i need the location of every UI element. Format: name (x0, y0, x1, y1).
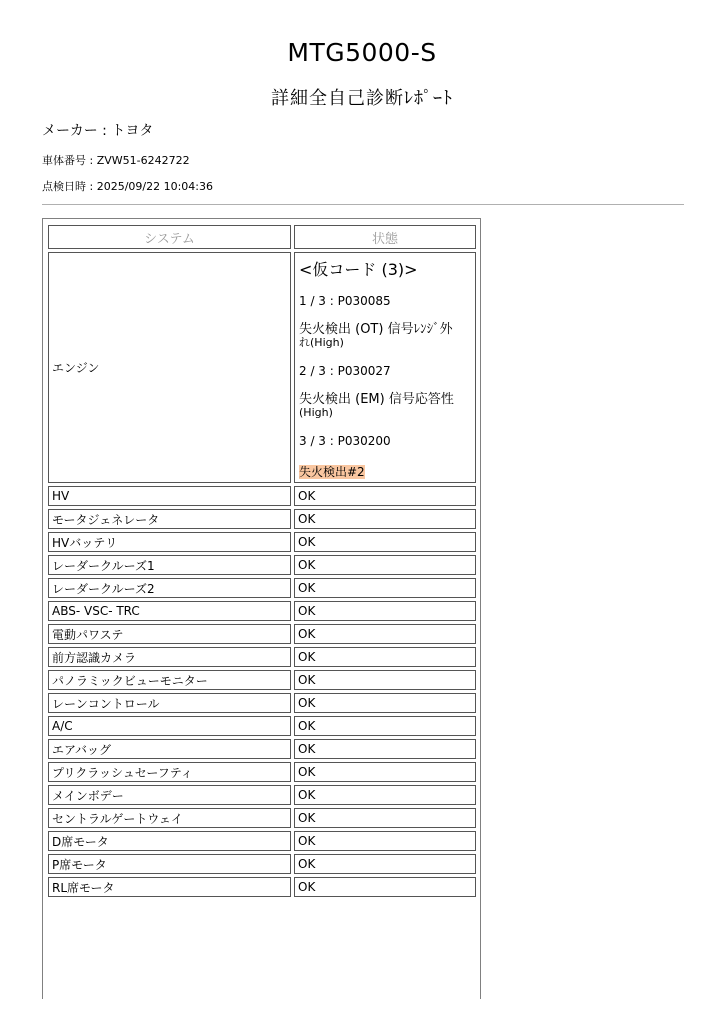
table-header-row (48, 225, 476, 249)
system-name: レーダークルーズ2 (48, 578, 291, 598)
system-status: OK (294, 601, 476, 621)
pending-code-header: <仮コード (3)> (299, 260, 418, 279)
table-row (48, 486, 476, 506)
table-row (48, 739, 476, 759)
system-status: OK (294, 785, 476, 805)
column-header-status: 状態 (294, 225, 476, 249)
table-row-engine (48, 252, 476, 483)
table-row (48, 532, 476, 552)
system-name: RL席モータ (48, 877, 291, 897)
system-status: OK (294, 486, 476, 506)
vin-label: 車体番号 : ZVW51-6242722 (42, 154, 190, 167)
system-status: OK (294, 808, 476, 828)
dtc-code-line: 3 / 3 : P030200 (299, 434, 391, 448)
table-row (48, 509, 476, 529)
table-row (48, 831, 476, 851)
dtc-description: 失火検出 (OT) 信号ﾚﾝｼﾞ外 れ(High) (299, 322, 453, 349)
system-status: OK (294, 647, 476, 667)
system-name: レーダークルーズ1 (48, 555, 291, 575)
system-name: A/C (48, 716, 291, 736)
dtc-description: 失火検出 (EM) 信号応答性 (High) (299, 392, 454, 419)
system-name: 前方認識カメラ (48, 647, 291, 667)
system-status: OK (294, 509, 476, 529)
system-status: OK (294, 854, 476, 874)
table-row (48, 854, 476, 874)
maker-label: メーカー : トヨタ (42, 123, 154, 139)
system-name: ABS- VSC- TRC (48, 601, 291, 621)
dtc-code-line: 2 / 3 : P030027 (299, 364, 391, 378)
system-name: 電動パワステ (48, 624, 291, 644)
system-name: HVバッテリ (48, 532, 291, 552)
diagnosis-table-frame (42, 218, 481, 999)
highlighted-dtc-description: 失火検出#2 (299, 465, 365, 479)
system-status: OK (294, 739, 476, 759)
table-row (48, 601, 476, 621)
system-status: OK (294, 532, 476, 552)
table-row (48, 670, 476, 690)
diagnosis-table (45, 222, 479, 900)
report-subtitle: 詳細全自己診断ﾚﾎﾟｰﾄ (271, 88, 453, 109)
table-row (48, 808, 476, 828)
system-status: OK (294, 762, 476, 782)
inspection-datetime: 点検日時 : 2025/09/22 10:04:36 (42, 180, 213, 193)
system-name: モータジェネレータ (48, 509, 291, 529)
system-name: レーンコントロール (48, 693, 291, 713)
system-status: OK (294, 716, 476, 736)
system-status: OK (294, 555, 476, 575)
dtc-code-line: 1 / 3 : P030085 (299, 294, 391, 308)
report-title: MTG5000-S (287, 38, 437, 67)
system-name: プリクラッシュセーフティ (48, 762, 291, 782)
table-row (48, 647, 476, 667)
table-row (48, 716, 476, 736)
table-row (48, 555, 476, 575)
divider (42, 204, 684, 205)
system-name: P席モータ (48, 854, 291, 874)
table-row (48, 877, 476, 897)
system-name: セントラルゲートウェイ (48, 808, 291, 828)
system-name: エアバッグ (48, 739, 291, 759)
system-name: パノラミックビューモニター (48, 670, 291, 690)
column-header-system: システム (48, 225, 291, 249)
dtc-description (299, 463, 471, 480)
table-row (48, 693, 476, 713)
system-status: OK (294, 670, 476, 690)
system-name: メインボデー (48, 785, 291, 805)
engine-dtc-detail (294, 252, 476, 483)
system-name-engine: エンジン (48, 252, 291, 483)
system-status: OK (294, 578, 476, 598)
table-row (48, 785, 476, 805)
table-row (48, 578, 476, 598)
table-row (48, 762, 476, 782)
system-status: OK (294, 831, 476, 851)
system-status: OK (294, 693, 476, 713)
system-status: OK (294, 624, 476, 644)
table-row (48, 624, 476, 644)
system-status: OK (294, 877, 476, 897)
system-name: HV (48, 486, 291, 506)
system-name: D席モータ (48, 831, 291, 851)
